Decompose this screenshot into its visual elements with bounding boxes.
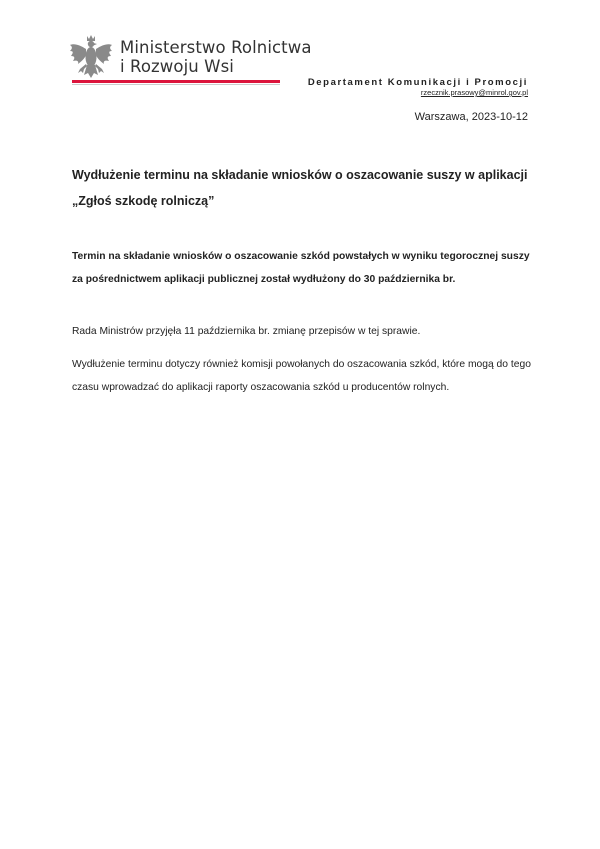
press-email-link[interactable]: rzecznik.prasowy@minrol.gov.pl xyxy=(420,88,528,97)
header-divider xyxy=(72,84,280,85)
body-paragraph-1: Rada Ministrów przyjęła 11 października br. zmianę przepisów w tej sprawie. xyxy=(72,326,421,337)
ministry-name-line1: Ministerstwo Rolnictwa xyxy=(120,38,312,57)
document-title: Wydłużenie terminu na składanie wniosków o oszacowanie suszy w aplikacji „Zgłoś szkodę rolniczą” xyxy=(72,168,528,208)
department-name: Departament Komunikacji i Promocji xyxy=(307,77,528,88)
polish-eagle-emblem-icon xyxy=(68,33,114,83)
ministry-name xyxy=(120,38,312,76)
body-paragraph-2: Wydłużenie terminu dotyczy również komisji powołanych do oszacowania szkód, które mogą do tego czasu wprowadzać do aplikacji raporty oszacowania szkód u producentów rolnych. xyxy=(72,359,531,393)
header-accent-rule xyxy=(72,80,280,83)
document-date: Warszawa, 2023-10-12 xyxy=(414,111,528,123)
lead-paragraph: Termin na składanie wniosków o oszacowanie szkód powstałych w wyniku tegorocznej suszy za pośrednictwem aplikacji publicznej został wydłużony do 30 października br. xyxy=(72,251,530,285)
ministry-name-line2: i Rozwoju Wsi xyxy=(120,57,234,76)
